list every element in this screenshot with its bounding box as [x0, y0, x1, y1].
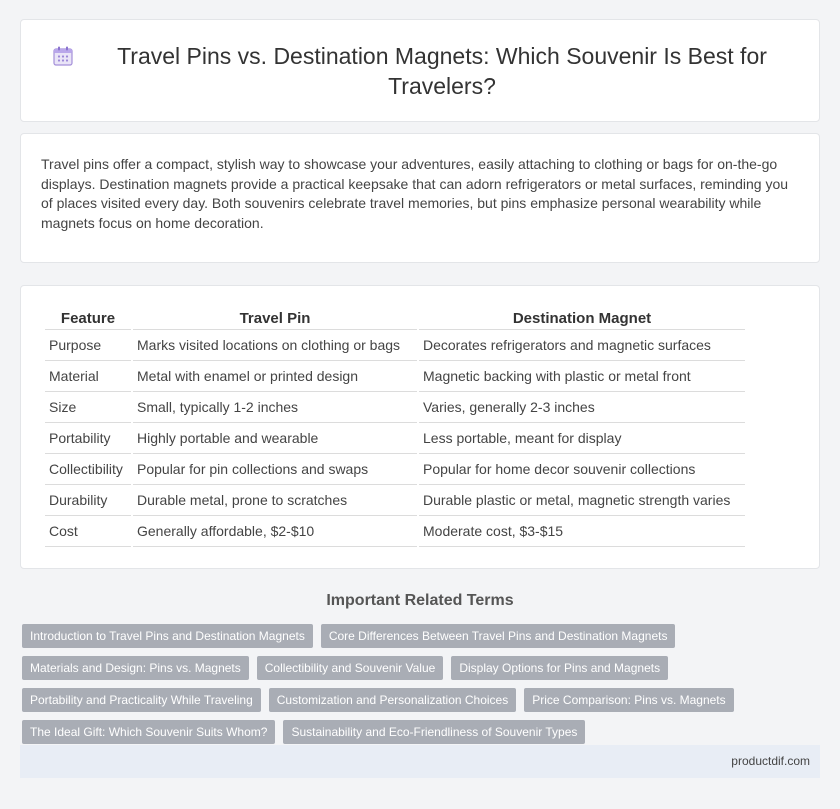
row-travel-pin: Metal with enamel or printed design — [133, 361, 417, 392]
row-destination-magnet: Popular for home decor souvenir collections — [419, 454, 745, 485]
header-card — [20, 19, 820, 122]
table-row — [45, 516, 745, 547]
related-tag-price-comparison[interactable]: Price Comparison: Pins vs. Magnets — [524, 688, 733, 712]
related-terms-tags — [22, 624, 820, 744]
title-wrap — [51, 41, 789, 101]
row-travel-pin: Small, typically 1-2 inches — [133, 392, 417, 423]
footer-site-link[interactable]: productdif.com — [731, 754, 810, 768]
table-row — [45, 454, 745, 485]
row-destination-magnet: Durable plastic or metal, magnetic strength varies — [419, 485, 745, 516]
row-feature: Material — [45, 361, 131, 392]
header-feature: Feature — [45, 308, 131, 330]
related-tag-materials-design[interactable]: Materials and Design: Pins vs. Magnets — [22, 656, 249, 680]
intro-paragraph: Travel pins offer a compact, stylish way to showcase your adventures, easily attaching to clothing or bags for on-the-go displays. Destination magnets provide a practical keepsake that can adorn refrigerators or metal surfaces, reminding you of places visited every day. Both souvenirs celebrate travel memories, but pins emphasize personal wearability while magnets focus on home decoration. — [41, 156, 789, 231]
row-travel-pin: Durable metal, prone to scratches — [133, 485, 417, 516]
related-tag-intro[interactable]: Introduction to Travel Pins and Destination Magnets — [22, 624, 313, 648]
page-title: Travel Pins vs. Destination Magnets: Which Souvenir Is Best for Travelers? — [117, 42, 767, 99]
row-feature: Collectibility — [45, 454, 131, 485]
related-tag-portability[interactable]: Portability and Practicality While Traveling — [22, 688, 261, 712]
row-feature: Portability — [45, 423, 131, 454]
row-travel-pin: Highly portable and wearable — [133, 423, 417, 454]
related-tag-core-differences[interactable]: Core Differences Between Travel Pins and Destination Magnets — [321, 624, 676, 648]
calendar-icon — [51, 44, 75, 68]
footer — [20, 745, 820, 778]
table-row — [45, 392, 745, 423]
related-tag-collectibility[interactable]: Collectibility and Souvenir Value — [257, 656, 444, 680]
row-feature: Cost — [45, 516, 131, 547]
row-travel-pin: Generally affordable, $2-$10 — [133, 516, 417, 547]
table-row — [45, 330, 745, 361]
related-tag-customization[interactable]: Customization and Personalization Choices — [269, 688, 516, 712]
intro-card — [20, 133, 820, 263]
related-tag-display-options[interactable]: Display Options for Pins and Magnets — [451, 656, 668, 680]
row-feature: Purpose — [45, 330, 131, 361]
row-destination-magnet: Magnetic backing with plastic or metal front — [419, 361, 745, 392]
related-terms-title: Important Related Terms — [326, 592, 514, 609]
row-destination-magnet: Moderate cost, $3-$15 — [419, 516, 745, 547]
row-destination-magnet: Decorates refrigerators and magnetic surfaces — [419, 330, 745, 361]
table-row — [45, 361, 745, 392]
row-destination-magnet: Varies, generally 2-3 inches — [419, 392, 745, 423]
row-feature: Durability — [45, 485, 131, 516]
row-travel-pin: Marks visited locations on clothing or bags — [133, 330, 417, 361]
comparison-table — [43, 308, 747, 547]
header-destination-magnet: Destination Magnet — [419, 308, 745, 330]
table-row — [45, 485, 745, 516]
row-feature: Size — [45, 392, 131, 423]
related-tag-sustainability[interactable]: Sustainability and Eco-Friendliness of Souvenir Types — [283, 720, 585, 744]
header-travel-pin: Travel Pin — [133, 308, 417, 330]
row-travel-pin: Popular for pin collections and swaps — [133, 454, 417, 485]
table-header-row — [45, 308, 745, 330]
table-row — [45, 423, 745, 454]
related-tag-ideal-gift[interactable]: The Ideal Gift: Which Souvenir Suits Whom? — [22, 720, 275, 744]
row-destination-magnet: Less portable, meant for display — [419, 423, 745, 454]
comparison-table-card — [20, 285, 820, 569]
